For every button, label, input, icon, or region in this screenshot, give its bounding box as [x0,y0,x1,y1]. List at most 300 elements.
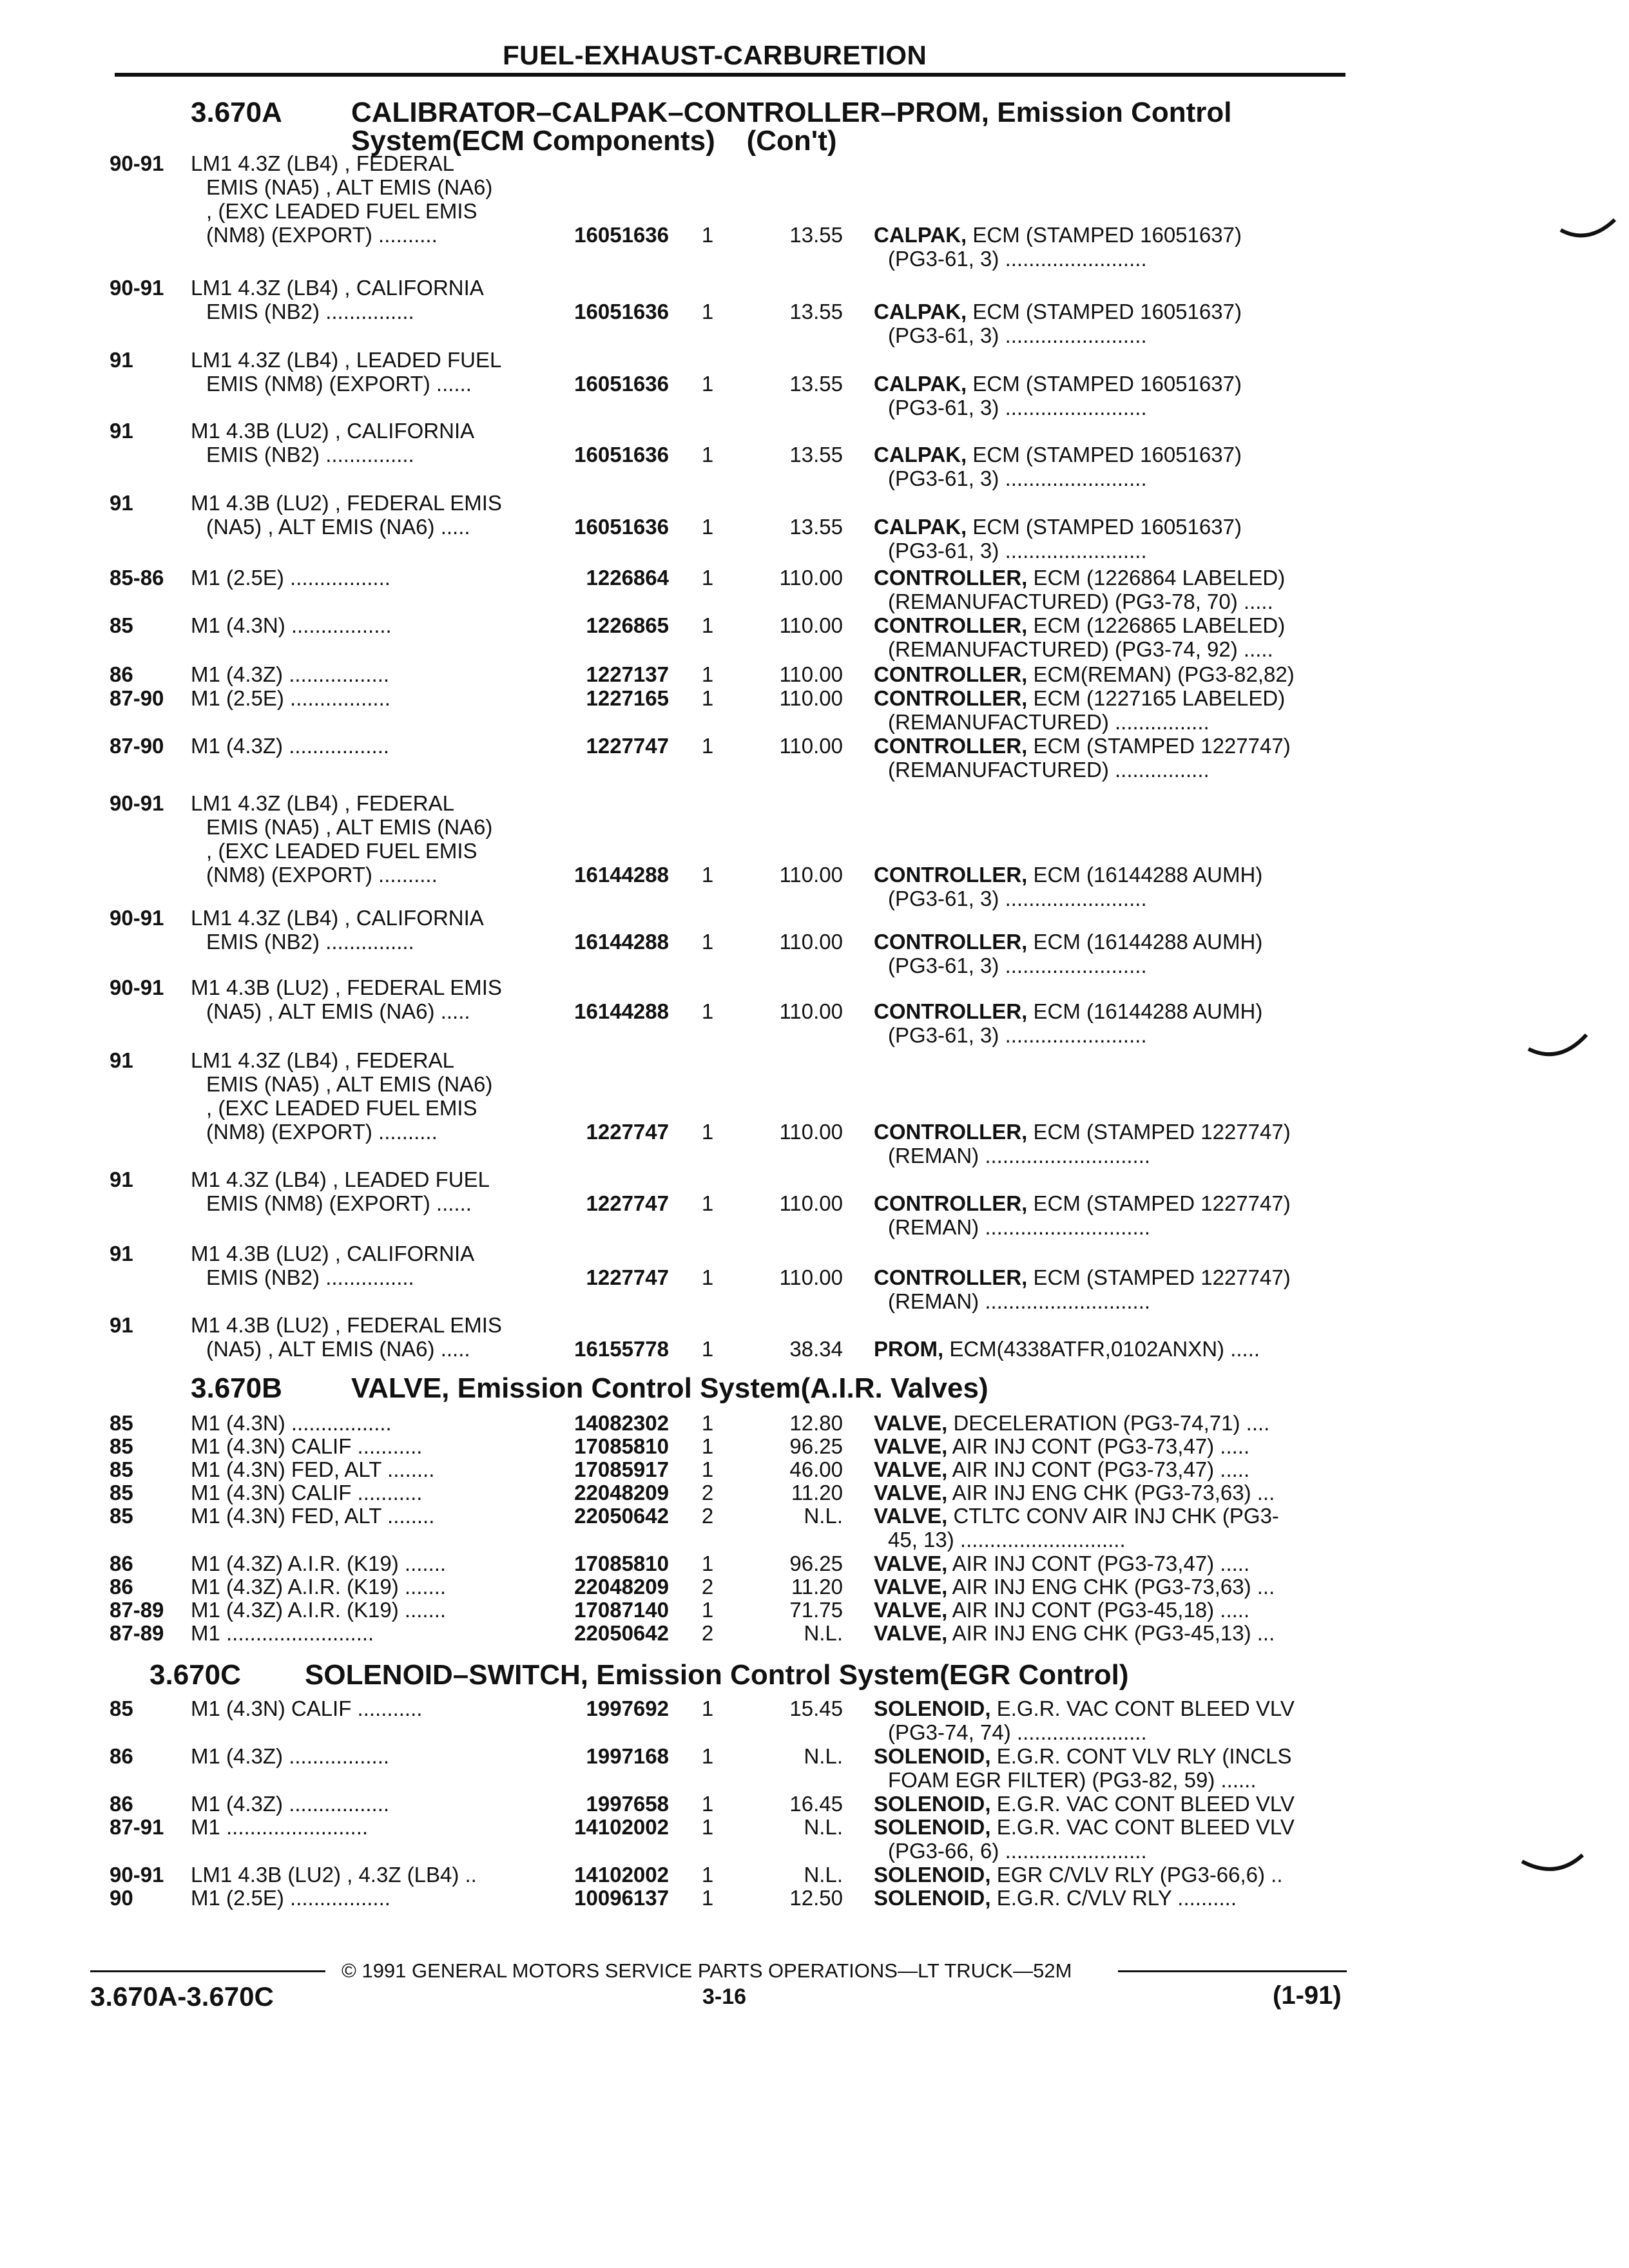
entry-part-number: 1227165 [586,686,669,710]
entry-price: 110.00 [779,930,843,954]
description-part-name: SOLENOID, [874,1815,991,1839]
entry-price: 15.45 [789,1696,843,1720]
description-part-name: SOLENOID, [874,1696,991,1720]
description-part-name: SOLENOID, [874,1744,991,1768]
entry-price: N.L. [804,1815,843,1839]
application-line: EMIS (NM8) (EXPORT) ...... [206,372,472,396]
entry-model-years: 90-91 [110,1863,164,1887]
entry-part-number: 16144288 [574,999,669,1023]
description-part-name: SOLENOID, [874,1792,991,1816]
application-line: , (EXC LEADED FUEL EMIS [206,1096,477,1120]
entry-price: 11.20 [791,1575,843,1599]
entry-description [874,443,1351,490]
entry-application [191,1168,539,1215]
section-title-continued: System(ECM Components) (Con't) [351,125,837,157]
application-line: M1 (4.3N) ................. [191,613,392,637]
entry-description [874,1621,1351,1645]
application-line: EMIS (NB2) ............... [206,1265,414,1289]
entry-model-years: 86 [110,1552,133,1575]
entry-description [874,863,1351,910]
description-detail: EGR C/VLV RLY (PG3-66,6) .. [990,1863,1283,1887]
entry-quantity: 2 [701,1621,714,1645]
entry-description [874,1337,1351,1361]
description-continued: (PG3-61, 3) ........................ [888,466,1147,490]
entry-quantity: 2 [701,1481,714,1504]
entry-application [191,1411,539,1435]
header-rule [115,73,1345,77]
description-part-name: VALVE, [874,1457,948,1481]
description-continued: (PG3-74, 74) ...................... [888,1720,1147,1744]
application-line: M1 (4.3N) FED, ALT ........ [191,1504,435,1528]
entry-model-years: 85 [110,1696,133,1720]
application-line: EMIS (NM8) (EXPORT) ...... [206,1191,472,1215]
application-line: (NM8) (EXPORT) .......... [206,1120,438,1144]
entry-price: 96.25 [789,1434,843,1458]
entry-part-number: 1226864 [586,566,669,590]
entry-application [191,1457,539,1481]
entry-quantity: 1 [701,863,714,887]
description-part-name: VALVE, [874,1434,948,1458]
entry-description [874,1265,1351,1313]
description-continued: (REMAN) ............................ [888,1289,1151,1313]
description-detail: E.G.R. C/VLV RLY .......... [990,1886,1237,1910]
entry-quantity: 1 [701,662,714,686]
description-part-name: CONTROLLER, [874,930,1028,954]
entry-part-number: 17087140 [574,1598,669,1622]
entry-description [874,1886,1351,1910]
application-line: EMIS (NA5) , ALT EMIS (NA6) [206,175,493,199]
footer-page-number: 3-16 [702,1984,747,2009]
entry-part-number: 1997692 [586,1696,669,1720]
entry-part-number: 1227747 [586,1191,669,1215]
description-detail: ECM (16144288 AUMH) [1027,863,1263,887]
entry-description [874,1191,1351,1239]
application-line: LM1 4.3B (LU2) , 4.3Z (LB4) .. [191,1863,477,1887]
footer-rule-left [90,1970,325,1972]
entry-quantity: 1 [701,1120,714,1144]
application-line: M1 ......................... [191,1621,374,1645]
entry-quantity: 1 [701,1191,714,1215]
description-detail: ECM (STAMPED 1227747) [1027,734,1291,758]
description-part-name: CONTROLLER, [874,566,1028,590]
description-part-name: CONTROLLER, [874,1191,1028,1215]
margin-binding-mark [1559,216,1617,248]
entry-application [191,1815,539,1839]
entry-description [874,1434,1351,1458]
description-detail: AIR INJ ENG CHK (PG3-45,13) ... [947,1621,1275,1645]
description-continued: (PG3-61, 3) ........................ [888,539,1147,562]
entry-model-years: 90-91 [110,791,164,815]
entry-quantity: 1 [701,300,714,323]
description-detail: E.G.R. VAC CONT BLEED VLV [990,1815,1295,1839]
entry-part-number: 1226865 [586,613,669,637]
entry-description [874,223,1351,271]
margin-binding-mark [1527,1031,1588,1070]
entry-price: 71.75 [789,1598,843,1622]
entry-quantity: 1 [701,1265,714,1289]
entry-application [191,1792,539,1816]
description-part-name: VALVE, [874,1411,948,1435]
description-detail: ECM(REMAN) (PG3-82,82) [1027,662,1295,686]
entry-application [191,1313,539,1361]
entry-description [874,566,1351,613]
entry-description [874,515,1351,562]
entry-application [191,1481,539,1504]
description-detail: E.G.R. CONT VLV RLY (INCLS [990,1744,1292,1768]
entry-description [874,1457,1351,1481]
description-detail: ECM (16144288 AUMH) [1027,999,1263,1023]
entry-part-number: 14102002 [574,1863,669,1887]
entry-price: 110.00 [779,863,843,887]
entry-application [191,975,539,1023]
entry-part-number: 1227747 [586,734,669,758]
description-continued: (REMAN) ............................ [888,1144,1151,1168]
section-number: 3.670B [191,1372,282,1404]
entry-part-number: 1997658 [586,1792,669,1816]
entry-part-number: 16051636 [574,300,669,323]
entry-application [191,906,539,954]
description-continued: (REMANUFACTURED) (PG3-78, 70) ..... [888,590,1273,613]
application-line: EMIS (NA5) , ALT EMIS (NA6) [206,815,493,839]
application-line: M1 (4.3Z) A.I.R. (K19) ....... [191,1598,447,1622]
description-continued: (PG3-66, 6) ........................ [888,1839,1147,1863]
entry-part-number: 16051636 [574,443,669,466]
description-detail: CTLTC CONV AIR INJ CHK (PG3- [947,1504,1279,1528]
entry-quantity: 1 [701,1815,714,1839]
application-line: M1 (4.3Z) A.I.R. (K19) ....... [191,1575,447,1599]
entry-description [874,999,1351,1047]
entry-quantity: 1 [701,1411,714,1435]
application-line: M1 (4.3Z) ................. [191,734,390,758]
description-part-name: CONTROLLER, [874,863,1028,887]
description-detail: ECM (1226865 LABELED) [1027,613,1286,637]
entry-application [191,566,539,590]
application-line: (NA5) , ALT EMIS (NA6) ..... [206,515,470,539]
description-part-name: VALVE, [874,1552,948,1575]
section-number: 3.670A [191,97,282,128]
entry-price: N.L. [804,1504,843,1528]
description-part-name: VALVE, [874,1598,948,1622]
entry-model-years: 86 [110,1792,133,1816]
entry-price: 110.00 [779,734,843,758]
description-detail: AIR INJ CONT (PG3-73,47) ..... [947,1552,1250,1575]
entry-part-number: 22048209 [574,1575,669,1599]
entry-application [191,1863,539,1887]
entry-model-years: 90-91 [110,975,164,999]
entry-quantity: 1 [701,999,714,1023]
entry-price: 46.00 [789,1457,843,1481]
description-continued: (PG3-61, 3) ........................ [888,954,1147,977]
description-part-name: CONTROLLER, [874,613,1028,637]
application-line: EMIS (NB2) ............... [206,300,414,323]
entry-description [874,686,1351,734]
application-line: LM1 4.3Z (LB4) , FEDERAL [191,1048,454,1072]
description-part-name: CONTROLLER, [874,999,1028,1023]
footer-date: (1-91) [1273,1981,1342,2010]
description-part-name: CALPAK, [874,300,967,323]
entry-application [191,491,539,539]
entry-model-years: 85 [110,613,133,637]
description-detail: ECM (STAMPED 16051637) [967,515,1242,539]
entry-part-number: 22050642 [574,1504,669,1528]
application-line: LM1 4.3Z (LB4) , CALIFORNIA [191,906,484,930]
description-detail: AIR INJ ENG CHK (PG3-73,63) ... [947,1481,1275,1504]
entry-description [874,1696,1351,1744]
entry-price: 110.00 [779,566,843,590]
entry-price: 12.50 [789,1886,843,1910]
application-line: M1 4.3B (LU2) , CALIFORNIA [191,1242,475,1265]
entry-model-years: 85 [110,1457,133,1481]
entry-price: 110.00 [779,662,843,686]
application-line: M1 (4.3N) CALIF ........... [191,1434,423,1458]
entry-quantity: 2 [701,1504,714,1528]
description-part-name: CONTROLLER, [874,734,1028,758]
entry-application [191,276,539,323]
description-detail: ECM (1226864 LABELED) [1027,566,1286,590]
entry-application [191,791,539,887]
page-header-title: FUEL-EXHAUST-CARBURETION [503,40,927,70]
entry-quantity: 1 [701,443,714,466]
entry-model-years: 91 [110,1048,133,1072]
description-part-name: PROM, [874,1337,944,1361]
description-continued: FOAM EGR FILTER) (PG3-82, 59) ...... [888,1768,1257,1792]
entry-part-number: 17085917 [574,1457,669,1481]
entry-part-number: 16155778 [574,1337,669,1361]
description-detail: ECM (STAMPED 1227747) [1027,1265,1291,1289]
description-detail: ECM (STAMPED 1227747) [1027,1191,1291,1215]
entry-description [874,1792,1351,1816]
entry-model-years: 87-91 [110,1815,164,1839]
entry-part-number: 14082302 [574,1411,669,1435]
entry-application [191,1621,539,1645]
entry-model-years: 87-90 [110,734,164,758]
description-detail: ECM (STAMPED 1227747) [1027,1120,1291,1144]
entry-model-years: 91 [110,1168,133,1191]
entry-quantity: 1 [701,1744,714,1768]
entry-description [874,1744,1351,1792]
entry-description [874,1575,1351,1599]
description-detail: ECM(4338ATFR,0102ANXN) ..... [943,1337,1260,1361]
footer-rule-right [1118,1970,1347,1972]
description-part-name: CONTROLLER, [874,1265,1028,1289]
application-line: EMIS (NA5) , ALT EMIS (NA6) [206,1072,493,1096]
entry-price: 11.20 [791,1481,843,1504]
description-part-name: SOLENOID, [874,1863,991,1887]
application-line: M1 (4.3Z) ................. [191,1744,390,1768]
section-title: VALVE, Emission Control System(A.I.R. Valves) [351,1372,988,1404]
application-line: M1 (4.3N) CALIF ........... [191,1481,423,1504]
application-line: M1 4.3Z (LB4) , LEADED FUEL [191,1168,490,1191]
description-continued: (PG3-61, 3) ........................ [888,396,1147,419]
entry-quantity: 1 [701,686,714,710]
application-line: LM1 4.3Z (LB4) , FEDERAL [191,151,454,175]
entry-price: 96.25 [789,1552,843,1575]
application-line: M1 4.3B (LU2) , FEDERAL EMIS [191,1313,502,1337]
description-continued: (PG3-61, 3) ........................ [888,887,1147,910]
entry-quantity: 1 [701,1598,714,1622]
entry-part-number: 16051636 [574,515,669,539]
entry-part-number: 22048209 [574,1481,669,1504]
entry-description [874,1120,1351,1168]
entry-model-years: 86 [110,1575,133,1599]
entry-part-number: 14102002 [574,1815,669,1839]
entry-model-years: 91 [110,491,133,515]
entry-part-number: 1997168 [586,1744,669,1768]
entry-application [191,1552,539,1575]
entry-description [874,1552,1351,1575]
description-detail: E.G.R. VAC CONT BLEED VLV [990,1792,1295,1816]
footer-section-range: 3.670A-3.670C [90,1981,274,2012]
description-detail: AIR INJ CONT (PG3-73,47) ..... [947,1457,1250,1481]
entry-quantity: 1 [701,930,714,954]
entry-price: 38.34 [789,1337,843,1361]
entry-price: 110.00 [779,1120,843,1144]
description-part-name: VALVE, [874,1504,948,1528]
application-line: EMIS (NB2) ............... [206,443,414,466]
entry-model-years: 87-90 [110,686,164,710]
entry-application [191,734,539,758]
entry-description [874,734,1351,782]
entry-model-years: 85 [110,1481,133,1504]
entry-model-years: 91 [110,1242,133,1265]
entry-model-years: 91 [110,348,133,372]
entry-model-years: 85 [110,1434,133,1458]
entry-description [874,1863,1351,1887]
entry-description [874,613,1351,661]
description-part-name: CALPAK, [874,223,967,247]
description-detail: ECM (STAMPED 16051637) [967,372,1242,396]
entry-price: N.L. [804,1744,843,1768]
entry-application [191,1696,539,1720]
application-line: M1 (4.3N) CALIF ........... [191,1696,423,1720]
application-line: M1 4.3B (LU2) , FEDERAL EMIS [191,975,502,999]
entry-part-number: 16051636 [574,223,669,247]
entry-price: 110.00 [779,999,843,1023]
entry-part-number: 16144288 [574,863,669,887]
entry-part-number: 10096137 [574,1886,669,1910]
application-line: M1 4.3B (LU2) , CALIFORNIA [191,419,475,443]
entry-application [191,686,539,710]
entry-part-number: 16144288 [574,930,669,954]
entry-quantity: 1 [701,1863,714,1887]
section-title: CALIBRATOR–CALPAK–CONTROLLER–PROM, Emission Control [351,97,1232,128]
description-part-name: CONTROLLER, [874,686,1028,710]
entry-price: 12.80 [789,1411,843,1435]
entry-description [874,1481,1351,1504]
entry-model-years: 90 [110,1886,133,1910]
entry-quantity: 1 [701,613,714,637]
entry-application [191,1575,539,1599]
entry-quantity: 1 [701,515,714,539]
entry-part-number: 17085810 [574,1434,669,1458]
entry-application [191,419,539,466]
description-part-name: CALPAK, [874,515,967,539]
description-part-name: VALVE, [874,1481,948,1504]
entry-application [191,662,539,686]
entry-application [191,1242,539,1289]
description-part-name: CALPAK, [874,443,967,466]
application-line: M1 ........................ [191,1815,369,1839]
entry-quantity: 1 [701,1337,714,1361]
description-detail: ECM (16144288 AUMH) [1027,930,1263,954]
entry-model-years: 85-86 [110,566,164,590]
entry-description [874,930,1351,977]
entry-application [191,1434,539,1458]
description-detail: ECM (STAMPED 16051637) [967,443,1242,466]
entry-model-years: 87-89 [110,1621,164,1645]
entry-part-number: 1227747 [586,1120,669,1144]
entry-part-number: 16051636 [574,372,669,396]
entry-part-number: 1227137 [586,662,669,686]
entry-price: N.L. [804,1863,843,1887]
description-detail: AIR INJ CONT (PG3-45,18) ..... [947,1598,1250,1622]
application-line: M1 (4.3Z) ................. [191,1792,390,1816]
entry-quantity: 1 [701,734,714,758]
application-line: LM1 4.3Z (LB4) , LEADED FUEL [191,348,502,372]
description-continued: (REMANUFACTURED) ................ [888,758,1210,782]
entry-price: 13.55 [789,372,843,396]
description-detail: AIR INJ ENG CHK (PG3-73,63) ... [947,1575,1275,1599]
description-detail: DECELERATION (PG3-74,71) .... [947,1411,1270,1435]
description-continued: 45, 13) ............................ [888,1528,1126,1552]
entry-part-number: 1227747 [586,1265,669,1289]
application-line: (NM8) (EXPORT) .......... [206,863,438,887]
application-line: (NM8) (EXPORT) .......... [206,223,438,247]
entry-application [191,613,539,637]
entry-price: 110.00 [779,1191,843,1215]
entry-application [191,1744,539,1768]
entry-part-number: 22050642 [574,1621,669,1645]
entry-price: 13.55 [789,443,843,466]
application-line: , (EXC LEADED FUEL EMIS [206,839,477,863]
entry-quantity: 1 [701,1457,714,1481]
entry-quantity: 1 [701,1434,714,1458]
entry-price: 110.00 [779,613,843,637]
application-line: (NA5) , ALT EMIS (NA6) ..... [206,999,470,1023]
entry-model-years: 91 [110,419,133,443]
entry-model-years: 87-89 [110,1598,164,1622]
entry-quantity: 1 [701,1696,714,1720]
description-continued: (REMANUFACTURED) (PG3-74, 92) ..... [888,637,1273,661]
application-line: , (EXC LEADED FUEL EMIS [206,199,477,223]
application-line: M1 (4.3N) FED, ALT ........ [191,1457,435,1481]
entry-model-years: 85 [110,1411,133,1435]
description-part-name: SOLENOID, [874,1886,991,1910]
entry-description [874,300,1351,347]
entry-quantity: 1 [701,1792,714,1816]
description-part-name: CALPAK, [874,372,967,396]
application-line: M1 4.3B (LU2) , FEDERAL EMIS [191,491,502,515]
entry-price: 110.00 [779,686,843,710]
description-continued: (PG3-61, 3) ........................ [888,323,1147,347]
application-line: LM1 4.3Z (LB4) , CALIFORNIA [191,276,484,300]
entry-quantity: 1 [701,1886,714,1910]
entry-description [874,662,1351,686]
entry-quantity: 1 [701,223,714,247]
entry-quantity: 2 [701,1575,714,1599]
description-detail: E.G.R. VAC CONT BLEED VLV [990,1696,1295,1720]
application-line: M1 (4.3N) ................. [191,1411,392,1435]
entry-price: 13.55 [789,300,843,323]
application-line: M1 (4.3Z) ................. [191,662,390,686]
entry-model-years: 90-91 [110,906,164,930]
entry-model-years: 85 [110,1504,133,1528]
description-part-name: VALVE, [874,1621,948,1645]
description-part-name: CONTROLLER, [874,1120,1028,1144]
footer-copyright: © 1991 GENERAL MOTORS SERVICE PARTS OPERATIONS—LT TRUCK—52M [342,1959,1072,1982]
description-detail: AIR INJ CONT (PG3-73,47) ..... [947,1434,1250,1458]
entry-model-years: 91 [110,1313,133,1337]
